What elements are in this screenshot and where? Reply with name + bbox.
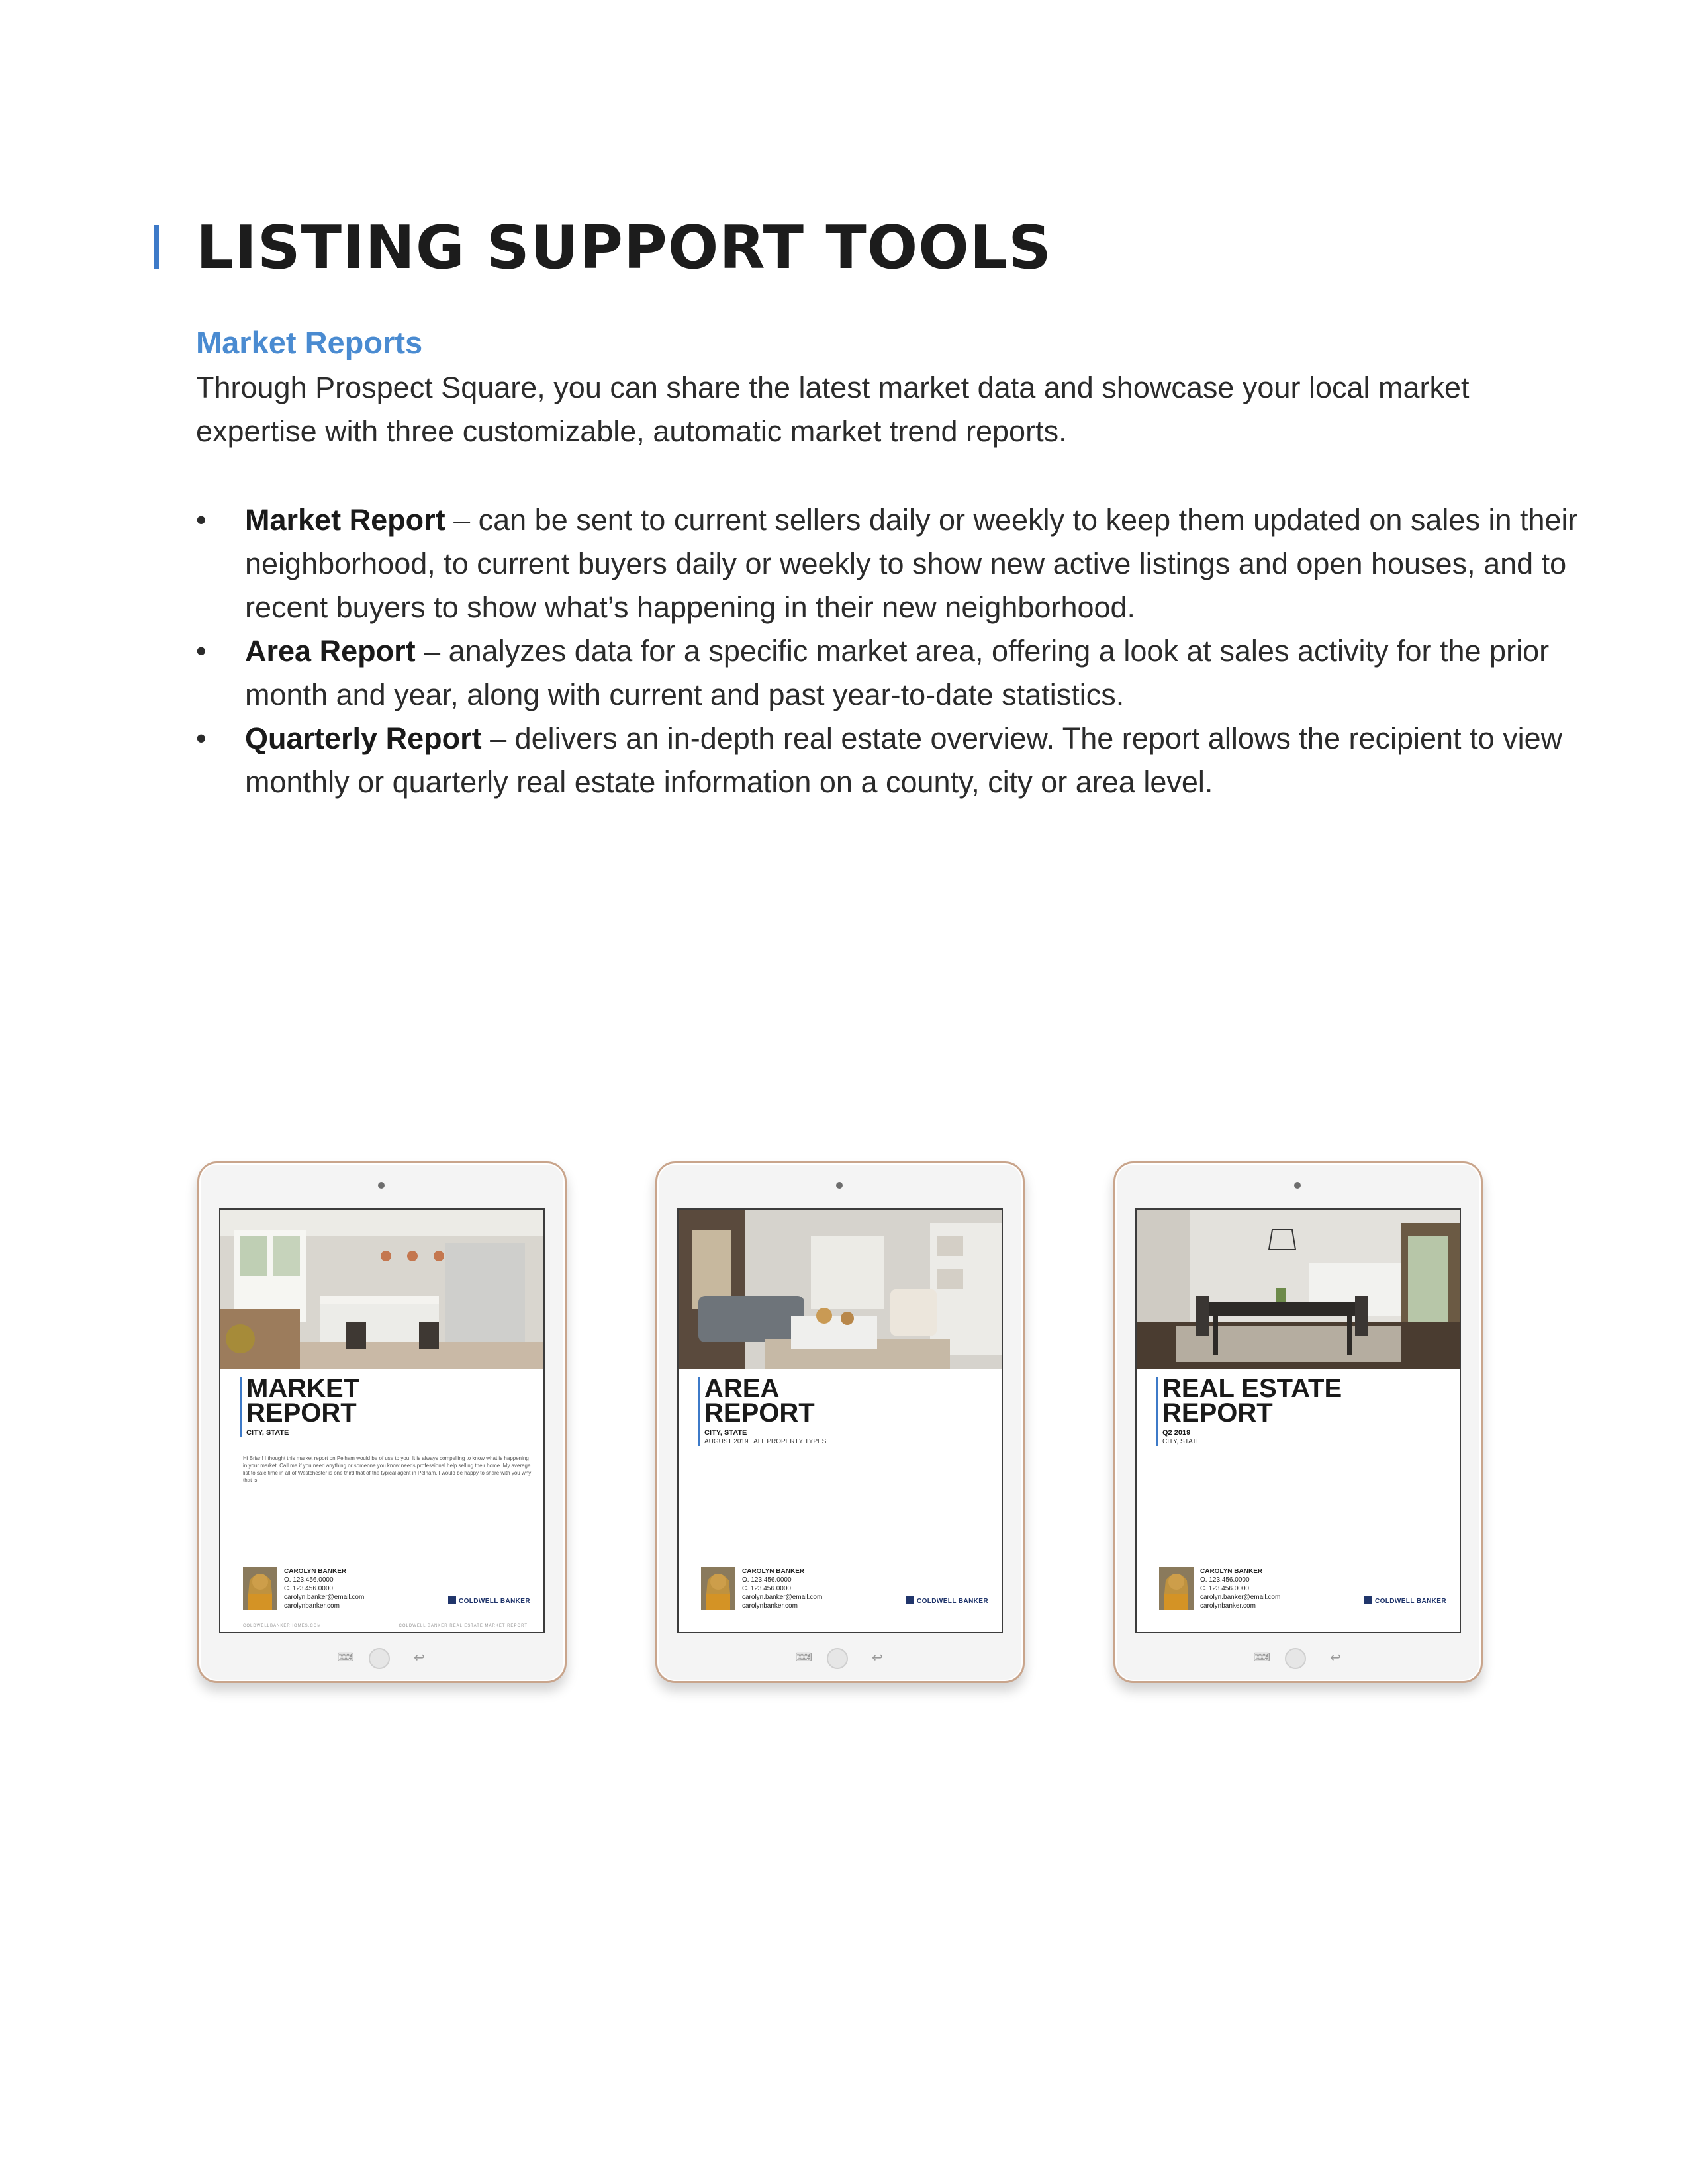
title-accent-bar <box>154 225 159 269</box>
tablet-area-report <box>655 1161 1025 1683</box>
report-title-line1: MARKET <box>246 1374 360 1403</box>
avatar <box>243 1567 277 1610</box>
camera-icon <box>378 1182 385 1189</box>
avatar <box>701 1567 735 1610</box>
agent-cell-phone: C. 123.456.0000 <box>742 1585 791 1592</box>
brand-name: COLDWELL BANKER <box>1374 1598 1446 1605</box>
list-item <box>196 629 1593 717</box>
avatar <box>1159 1567 1194 1610</box>
footer-right: COLDWELL BANKER REAL ESTATE MARKET REPORT <box>399 1624 528 1628</box>
report-title-block <box>240 1374 360 1437</box>
report-title-line1: AREA <box>704 1374 780 1403</box>
agent-email: carolyn.banker@email.com <box>284 1594 365 1601</box>
brand-name: COLDWELL BANKER <box>916 1598 988 1605</box>
report-period: Q2 2019 <box>1162 1429 1191 1437</box>
agent-office-phone: O. 123.456.0000 <box>742 1576 792 1584</box>
keyboard-icon[interactable]: ⌨ <box>795 1651 812 1664</box>
bullet-description: – can be sent to current sellers daily or weekly to keep them updated on sales in their neighborhood, to current buyers daily or weekly to show new active listings and open houses, and to recent buyers to show what’s happening in their new neighborhood. <box>245 503 1578 624</box>
tablet-screen <box>219 1208 545 1633</box>
tablet-screen <box>1135 1208 1461 1633</box>
bullet-icon: • <box>196 503 207 537</box>
intro-paragraph: Through Prospect Square, you can share the latest market data and showcase your local market expertise with three customizable, automatic market trend reports. <box>196 371 1470 448</box>
home-button[interactable] <box>369 1648 390 1669</box>
bullet-term: Area Report <box>245 634 416 668</box>
kitchen-photo <box>220 1210 543 1369</box>
tablet-market-report <box>197 1161 567 1683</box>
bullet-term: Market Report <box>245 503 445 537</box>
report-title-line2: REPORT <box>246 1398 357 1428</box>
camera-icon <box>1294 1182 1301 1189</box>
brand-logo <box>906 1596 988 1605</box>
camera-icon <box>836 1182 843 1189</box>
agent-name: CAROLYN BANKER <box>284 1568 347 1575</box>
brand-name: COLDWELL BANKER <box>458 1598 530 1605</box>
agent-card <box>243 1567 534 1614</box>
agent-info <box>1200 1567 1280 1610</box>
report-types-list <box>196 498 1593 804</box>
list-item <box>196 717 1593 804</box>
report-subtitle: CITY, STATE <box>246 1429 289 1437</box>
agent-website: carolynbanker.com <box>742 1602 798 1610</box>
report-message: Hi Brian! I thought this market report on Pelham would be of use to you! It is always compelling to know what is happening in your market. Call me if you need anything or someone you know needs professional help selling their home. My average list to sale time in all of Westchester is one third that of the typical agent in Pelham. I would be happy to share with you why that is! <box>243 1455 532 1483</box>
report-date-line: AUGUST 2019 | ALL PROPERTY TYPES <box>704 1438 827 1445</box>
list-item <box>196 498 1593 629</box>
agent-email: carolyn.banker@email.com <box>742 1594 823 1601</box>
page-title: LISTING SUPPORT TOOLS <box>196 213 1052 283</box>
report-subtitle: CITY, STATE <box>704 1429 747 1437</box>
bullet-icon: • <box>196 634 207 668</box>
tablet-screen <box>677 1208 1003 1633</box>
agent-office-phone: O. 123.456.0000 <box>1200 1576 1250 1584</box>
report-title-line2: REPORT <box>704 1398 815 1428</box>
agent-cell-phone: C. 123.456.0000 <box>284 1585 333 1592</box>
keyboard-icon[interactable]: ⌨ <box>1253 1651 1270 1664</box>
agent-email: carolyn.banker@email.com <box>1200 1594 1281 1601</box>
bullet-icon: • <box>196 721 207 755</box>
agent-info <box>742 1567 822 1610</box>
bullet-description: – analyzes data for a specific market area, offering a look at sales activity for the prior month and year, along with current and past year-to-date statistics. <box>245 634 1550 711</box>
agent-info <box>284 1567 364 1610</box>
agent-website: carolynbanker.com <box>1200 1602 1256 1610</box>
agent-website: carolynbanker.com <box>284 1602 340 1610</box>
brand-icon <box>1364 1596 1372 1604</box>
report-title-line1: REAL ESTATE <box>1162 1374 1342 1403</box>
agent-cell-phone: C. 123.456.0000 <box>1200 1585 1249 1592</box>
back-icon[interactable]: ↩ <box>1330 1651 1341 1665</box>
home-button[interactable] <box>1285 1648 1306 1669</box>
agent-name: CAROLYN BANKER <box>1200 1568 1263 1575</box>
footer-left: COLDWELLBANKERHOMES.COM <box>243 1624 322 1628</box>
dining-room-photo <box>1137 1210 1460 1369</box>
tablet-real-estate-report <box>1113 1161 1483 1683</box>
report-title-block <box>698 1374 827 1446</box>
report-footer <box>243 1624 528 1628</box>
agent-card <box>701 1567 992 1614</box>
brand-logo <box>448 1596 530 1605</box>
report-title-line2: REPORT <box>1162 1398 1273 1428</box>
report-title-block <box>1156 1374 1342 1446</box>
bullet-description: – delivers an in-depth real estate overview. The report allows the recipient to view monthly or quarterly real estate information on a county, city or area level. <box>245 721 1563 799</box>
brand-icon <box>906 1596 914 1604</box>
bullet-term: Quarterly Report <box>245 721 482 755</box>
back-icon[interactable]: ↩ <box>414 1651 425 1665</box>
back-icon[interactable]: ↩ <box>872 1651 883 1665</box>
agent-card <box>1159 1567 1450 1614</box>
brand-icon <box>448 1596 456 1604</box>
keyboard-icon[interactable]: ⌨ <box>337 1651 354 1664</box>
section-heading: Market Reports <box>196 325 423 360</box>
report-location: CITY, STATE <box>1162 1438 1201 1445</box>
agent-office-phone: O. 123.456.0000 <box>284 1576 334 1584</box>
agent-name: CAROLYN BANKER <box>742 1568 805 1575</box>
home-button[interactable] <box>827 1648 848 1669</box>
living-room-photo <box>679 1210 1002 1369</box>
brand-logo <box>1364 1596 1446 1605</box>
